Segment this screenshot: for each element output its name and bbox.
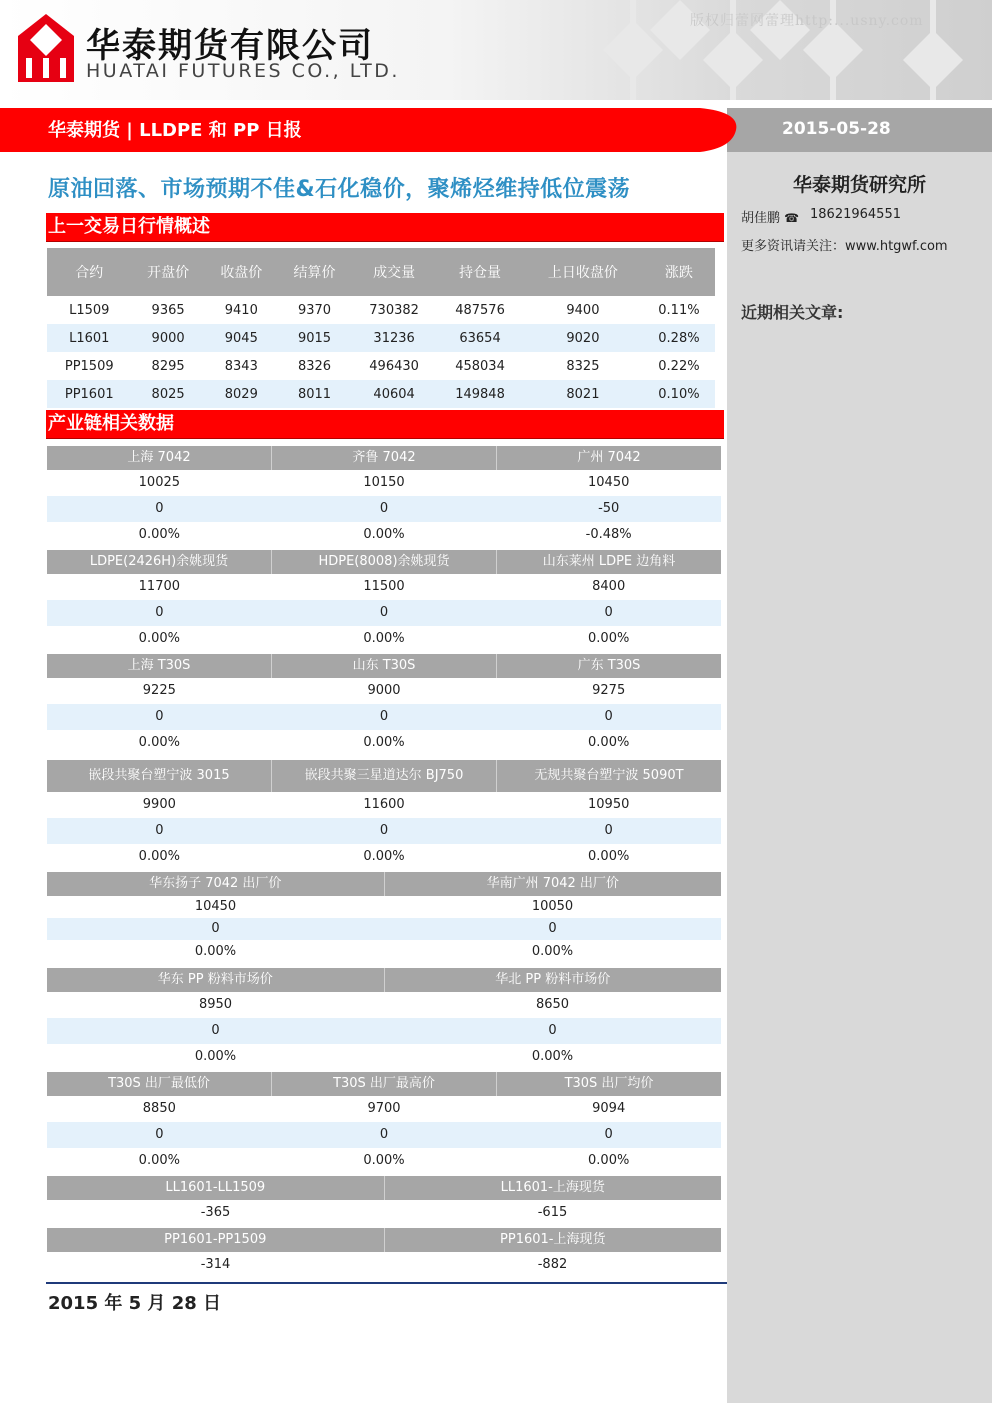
table-cell: 9000 — [131, 324, 204, 352]
block-header: LDPE(2426H)余姚现货 — [89, 554, 229, 569]
block-header: 齐鲁 7042 — [271, 446, 496, 470]
price-row — [47, 470, 721, 496]
author-phone: 18621964551 — [810, 207, 901, 222]
percent-cell: 0.00% — [138, 1153, 180, 1168]
percent-cell: 0.00% — [588, 631, 630, 646]
table-cell: 0.11% — [658, 302, 700, 318]
price-cell: 10450 — [588, 475, 630, 490]
price-row — [47, 1096, 721, 1122]
price-cell: 9094 — [592, 1101, 626, 1116]
price-cell: 10025 — [138, 475, 181, 490]
report-headline: 原油回落、市场预期不佳&石化稳价，聚烯烃维持低位震荡 — [48, 177, 631, 202]
data-block — [47, 1072, 721, 1174]
change-cell: 0 — [211, 1023, 220, 1038]
col-header: 上日收盘价 — [523, 248, 643, 296]
table-cell: 8021 — [523, 380, 643, 408]
spread-cell: -615 — [537, 1205, 568, 1220]
change-row — [47, 1122, 721, 1148]
block-header: 华北 PP 粉料市场价 — [384, 968, 722, 992]
block-header: T30S 出厂最低价 — [108, 1076, 210, 1091]
price-cell: 9000 — [367, 683, 401, 698]
percent-cell: 0.00% — [194, 944, 237, 959]
table-cell: 8295 — [151, 358, 185, 374]
data-block — [47, 1176, 721, 1226]
price-cell: 9275 — [592, 683, 626, 698]
price-cell: 8950 — [198, 997, 233, 1012]
col-header: 涨跌 — [643, 248, 715, 296]
block-header: HDPE(8008)余姚现货 — [271, 550, 496, 574]
change-cell: -50 — [598, 501, 620, 516]
table-cell: 9045 — [205, 324, 278, 352]
data-block — [47, 654, 721, 756]
table-header-row — [47, 248, 715, 296]
price-cell: 8850 — [142, 1101, 176, 1116]
block-header-row — [47, 1228, 721, 1252]
block-header: T30S 出厂均价 — [496, 1072, 721, 1096]
price-cell: 9225 — [142, 683, 176, 698]
percent-cell: 0.00% — [363, 527, 405, 542]
percent-row — [47, 940, 721, 964]
data-block — [47, 1228, 721, 1278]
percent-cell: 0.00% — [363, 849, 405, 864]
col-header: 成交量 — [351, 248, 437, 296]
block-header: 华南广州 7042 出厂价 — [384, 872, 722, 896]
more-info-link[interactable]: 更多资讯请关注：www.htgwf.com — [741, 239, 948, 254]
table-row — [47, 380, 715, 408]
block-header: 嵌段共聚三星道达尔 BJ750 — [271, 760, 496, 792]
table-cell: 9020 — [523, 324, 643, 352]
table-cell: 8011 — [278, 380, 351, 408]
change-cell: 0 — [155, 709, 164, 724]
table-cell: PP1509 — [64, 358, 114, 374]
data-block — [47, 550, 721, 652]
footer-divider — [46, 1282, 727, 1284]
spread-cell: -882 — [537, 1257, 568, 1272]
data-block — [47, 760, 721, 870]
table-cell: 9410 — [224, 302, 258, 318]
change-cell: 0 — [379, 823, 389, 838]
col-header: 开盘价 — [131, 248, 204, 296]
table-cell: L1601 — [47, 324, 131, 352]
block-header-row — [47, 760, 721, 792]
block-header: T30S 出厂最高价 — [271, 1072, 496, 1096]
block-header: 山东 T30S — [271, 654, 496, 678]
percent-row — [47, 844, 721, 870]
col-header: 持仓量 — [437, 248, 523, 296]
percent-cell: 0.00% — [531, 944, 574, 959]
block-header-row — [47, 654, 721, 678]
change-cell: 0 — [548, 1023, 557, 1038]
block-header: 广东 T30S — [496, 654, 721, 678]
percent-row — [47, 1148, 721, 1174]
percent-cell: 0.00% — [363, 1153, 405, 1168]
block-header-row — [47, 1072, 721, 1096]
report-date: 2015-05-28 — [782, 119, 891, 139]
col-header: 合约 — [47, 248, 131, 296]
table-cell: 496430 — [369, 358, 419, 374]
table-cell: 8029 — [205, 380, 278, 408]
price-row — [47, 678, 721, 704]
footer-date: 2015 年 5 月 28 日 — [48, 1293, 222, 1314]
block-header-row — [47, 446, 721, 470]
section-market-overview — [46, 213, 724, 242]
recent-articles-heading: 近期相关文章: — [741, 303, 844, 322]
table-row — [47, 324, 715, 352]
data-block — [47, 872, 721, 964]
table-cell: 9400 — [566, 302, 600, 318]
change-cell: 0 — [379, 605, 389, 620]
change-cell: 0 — [211, 921, 220, 936]
change-cell: 0 — [155, 501, 164, 516]
price-cell: 10450 — [194, 899, 237, 914]
change-cell: 0 — [604, 823, 613, 838]
table-cell: 149848 — [437, 380, 523, 408]
change-cell: 0 — [379, 709, 389, 724]
change-row — [47, 704, 721, 730]
price-cell: 10950 — [588, 797, 630, 812]
table-cell: 487576 — [455, 302, 505, 318]
author-name — [741, 207, 799, 226]
change-row — [47, 918, 721, 940]
price-cell: 8650 — [535, 997, 570, 1012]
price-cell: 10150 — [363, 475, 405, 490]
spread-row — [47, 1252, 721, 1278]
spread-cell: -365 — [200, 1205, 231, 1220]
block-header-row — [47, 1176, 721, 1200]
percent-cell: 0.00% — [588, 849, 630, 864]
table-cell: PP1601 — [47, 380, 131, 408]
table-cell: 730382 — [369, 302, 419, 318]
change-cell: 0 — [604, 1127, 613, 1142]
percent-row — [47, 626, 721, 652]
report-title: 华泰期货 | LLDPE 和 PP 日报 — [48, 120, 302, 141]
percent-row — [47, 1044, 721, 1070]
block-header: LL1601-上海现货 — [384, 1176, 722, 1200]
price-cell: 11600 — [363, 797, 405, 812]
change-cell: 0 — [379, 501, 389, 516]
table-row — [47, 296, 715, 324]
price-row — [47, 792, 721, 818]
table-cell: 63654 — [437, 324, 523, 352]
spread-cell: -314 — [200, 1257, 231, 1272]
percent-cell: 0.00% — [138, 631, 180, 646]
sidebar — [727, 152, 992, 1403]
institute-name: 华泰期货研究所 — [792, 174, 926, 196]
table-cell: 0.22% — [658, 358, 700, 374]
change-cell: 0 — [379, 1127, 389, 1142]
market-table — [47, 248, 715, 408]
table-cell: 9015 — [278, 324, 351, 352]
change-cell: 0 — [155, 605, 164, 620]
table-row — [47, 352, 715, 380]
block-header: 山东莱州 LDPE 边角料 — [496, 550, 721, 574]
percent-cell: 0.00% — [531, 1049, 574, 1064]
block-header: PP1601-PP1509 — [164, 1232, 267, 1247]
percent-cell: 0.00% — [138, 849, 180, 864]
percent-row — [47, 730, 721, 756]
block-header: 广州 7042 — [496, 446, 721, 470]
change-cell: 0 — [604, 605, 613, 620]
table-cell: L1509 — [69, 302, 110, 318]
table-cell: 0.28% — [643, 324, 715, 352]
price-cell: 11500 — [363, 579, 405, 594]
table-cell: 8325 — [566, 358, 600, 374]
change-cell: 0 — [155, 1127, 164, 1142]
price-cell: 9700 — [367, 1101, 401, 1116]
table-cell: 458034 — [455, 358, 505, 374]
change-cell: 0 — [548, 921, 557, 936]
block-header: 上海 T30S — [127, 658, 191, 673]
price-cell: 11700 — [138, 579, 181, 594]
block-header: PP1601-上海现货 — [384, 1228, 722, 1252]
change-cell: 0 — [604, 709, 613, 724]
table-cell: 8326 — [297, 358, 332, 374]
watermark: 版权归蕾网蕾理http:...usny.com — [690, 13, 924, 29]
table-cell: 9365 — [151, 302, 185, 318]
section-industry-chain — [46, 410, 724, 439]
col-header: 结算价 — [278, 248, 351, 296]
block-header: LL1601-LL1509 — [165, 1180, 266, 1195]
percent-cell: -0.48% — [585, 527, 632, 542]
table-cell: 31236 — [351, 324, 437, 352]
percent-cell: 0.00% — [588, 735, 630, 750]
percent-cell: 0.00% — [363, 735, 405, 750]
phone-icon: ☎ — [784, 211, 800, 225]
spread-row — [47, 1200, 721, 1226]
data-block — [47, 968, 721, 1070]
change-row — [47, 496, 721, 522]
table-cell: 8025 — [131, 380, 204, 408]
block-header: 华东 PP 粉料市场价 — [157, 972, 273, 987]
price-row — [47, 574, 721, 600]
col-header: 收盘价 — [205, 248, 278, 296]
block-header-row — [47, 872, 721, 896]
table-cell: 9370 — [297, 302, 332, 318]
block-header: 嵌段共聚台塑宁波 3015 — [88, 768, 230, 783]
change-row — [47, 1018, 721, 1044]
percent-cell: 0.00% — [138, 735, 180, 750]
block-header: 华东扬子 7042 出厂价 — [149, 876, 282, 891]
percent-row — [47, 522, 721, 548]
change-row — [47, 600, 721, 626]
block-header-row — [47, 550, 721, 574]
block-header-row — [47, 968, 721, 992]
block-header: 无规共聚台塑宁波 5090T — [496, 760, 721, 792]
table-cell: 0.10% — [643, 380, 715, 408]
change-cell: 0 — [155, 823, 164, 838]
company-name-cn: 华泰期货有限公司 — [86, 26, 374, 66]
price-cell: 8400 — [592, 579, 626, 594]
percent-cell: 0.00% — [363, 631, 405, 646]
author-label: 胡佳鹏 — [741, 211, 781, 226]
price-cell: 9900 — [142, 797, 176, 812]
section-title: 上一交易日行情概述 — [48, 216, 210, 237]
price-row — [47, 896, 721, 918]
block-header: 上海 7042 — [127, 450, 191, 465]
table-cell: 40604 — [351, 380, 437, 408]
price-cell: 10050 — [531, 899, 574, 914]
company-logo-icon — [18, 14, 74, 82]
percent-cell: 0.00% — [588, 1153, 630, 1168]
company-name-en: HUATAI FUTURES CO., LTD. — [86, 60, 400, 82]
change-row — [47, 818, 721, 844]
percent-cell: 0.00% — [194, 1049, 237, 1064]
price-row — [47, 992, 721, 1018]
data-block — [47, 446, 721, 548]
table-cell: 8343 — [224, 358, 258, 374]
section-title: 产业链相关数据 — [48, 413, 174, 434]
percent-cell: 0.00% — [138, 527, 180, 542]
